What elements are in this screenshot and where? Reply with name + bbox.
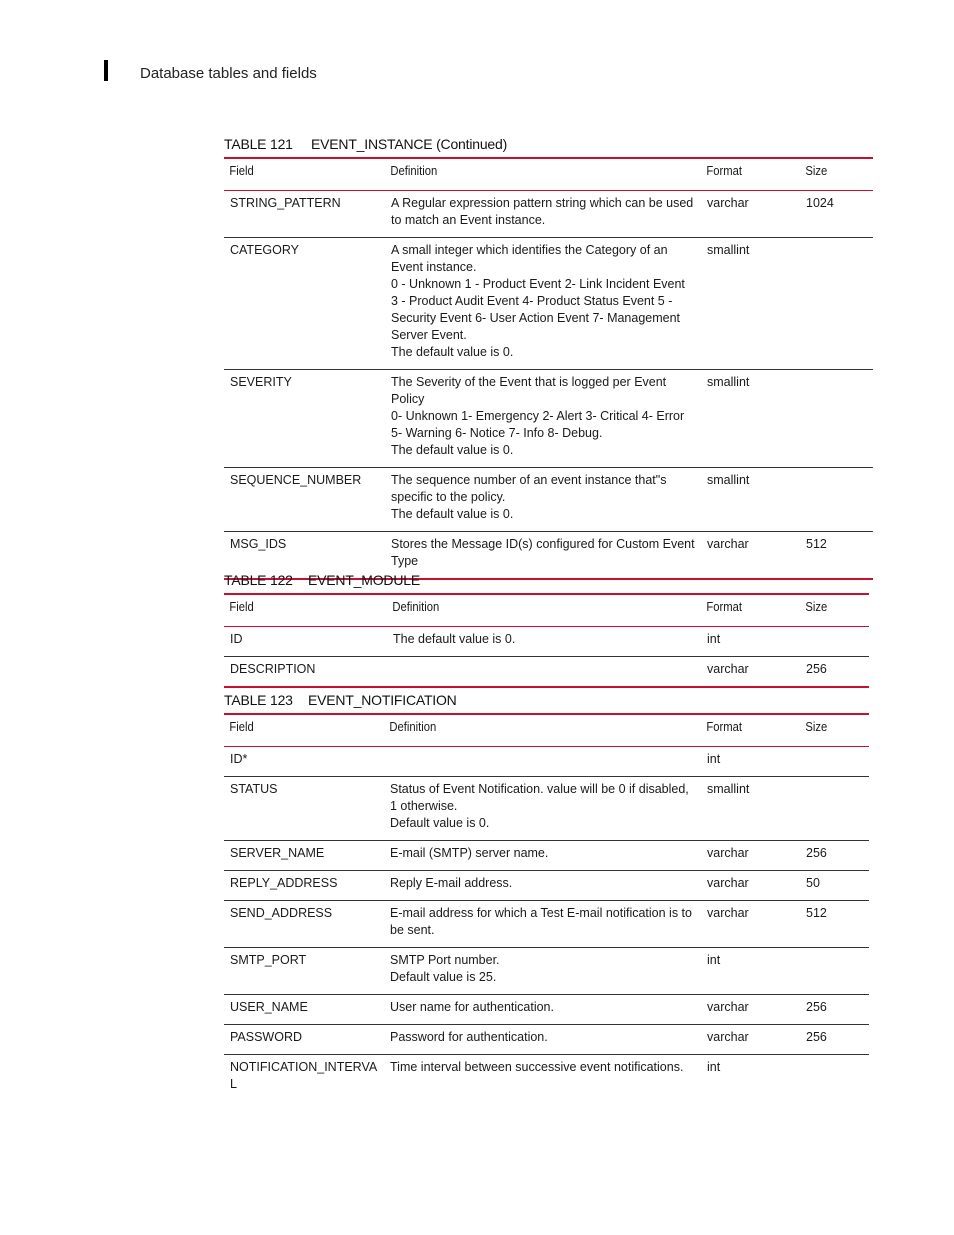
format-cell: smallint xyxy=(707,243,750,257)
format-cell: int xyxy=(707,752,721,766)
definition-line: 0 - Unknown 1 - Product Event 2- Link Incident Event 3 - Product Audit Event 4- Product Status Event 5 - Security Event 6- User Action Event 7- Management Server Event. xyxy=(391,277,685,342)
column-header-definition: Definition xyxy=(392,600,440,614)
definition-cell xyxy=(384,841,701,871)
table-number: TABLE 123 xyxy=(224,692,293,708)
format-cell: varchar xyxy=(707,1030,749,1044)
size-cell: 512 xyxy=(806,537,827,551)
size-cell: 256 xyxy=(806,662,827,676)
definition-cell xyxy=(385,468,701,532)
table-number: TABLE 121 xyxy=(224,136,293,152)
format-cell: varchar xyxy=(707,906,749,920)
size-cell xyxy=(800,948,869,995)
size-cell: 256 xyxy=(806,1030,827,1044)
column-header-definition: Definition xyxy=(389,720,437,734)
definition-cell xyxy=(385,191,701,238)
table-header-row xyxy=(224,594,869,627)
table-row xyxy=(224,995,869,1025)
format-cell: smallint xyxy=(707,782,750,796)
table-122 xyxy=(224,593,869,688)
format-cell: varchar xyxy=(707,1000,749,1014)
definition-cell xyxy=(384,995,701,1025)
format-cell: smallint xyxy=(707,375,750,389)
section-title: Database tables and fields xyxy=(140,65,317,82)
table-row xyxy=(224,627,869,657)
size-cell: 256 xyxy=(806,1000,827,1014)
size-cell xyxy=(800,370,873,468)
definition-line: Reply E-mail address. xyxy=(390,876,513,890)
definition-line: Default value is 25. xyxy=(390,970,497,984)
size-cell xyxy=(800,468,873,532)
definition-line: Status of Event Notification. value will be 0 if disabled, 1 otherwise. xyxy=(390,782,689,813)
definition-line: A Regular expression pattern string which can be used to match an Event instance. xyxy=(391,196,694,227)
table-122-caption xyxy=(224,572,420,588)
format-cell: varchar xyxy=(707,196,749,210)
field-cell: ID* xyxy=(230,752,248,766)
size-cell: 512 xyxy=(806,906,827,920)
field-cell: DESCRIPTION xyxy=(230,662,316,676)
size-cell xyxy=(800,1055,869,1102)
definition-line: SMTP Port number. xyxy=(390,953,500,967)
field-cell: STATUS xyxy=(230,782,278,796)
definition-line: The default value is 0. xyxy=(391,507,514,521)
table-123-caption xyxy=(224,692,457,708)
definition-line: The default value is 0. xyxy=(391,345,514,359)
definition-cell xyxy=(385,370,701,468)
table-name: EVENT_INSTANCE (Continued) xyxy=(311,136,508,152)
table-row xyxy=(224,1055,869,1102)
field-cell: SMTP_PORT xyxy=(230,953,307,967)
format-cell: varchar xyxy=(707,537,749,551)
table-121-caption xyxy=(224,136,507,152)
field-cell: MSG_IDS xyxy=(230,537,287,551)
definition-line: The sequence number of an event instance that"s specific to the policy. xyxy=(391,473,667,504)
size-cell xyxy=(800,777,869,841)
size-cell: 1024 xyxy=(806,196,834,210)
table-row xyxy=(224,370,873,468)
table-row xyxy=(224,841,869,871)
format-cell: varchar xyxy=(707,846,749,860)
column-header-field: Field xyxy=(229,720,254,734)
size-cell: 50 xyxy=(806,876,820,890)
format-cell: int xyxy=(707,953,721,967)
margin-bar xyxy=(104,60,108,81)
table-121 xyxy=(224,157,873,580)
field-cell: CATEGORY xyxy=(230,243,299,257)
definition-line: Default value is 0. xyxy=(390,816,490,830)
definition-cell xyxy=(384,1025,701,1055)
definition-cell xyxy=(385,238,701,370)
field-cell: REPLY_ADDRESS xyxy=(230,876,338,890)
table-123 xyxy=(224,713,869,1101)
format-cell: varchar xyxy=(707,876,749,890)
definition-cell xyxy=(384,901,701,948)
format-cell: int xyxy=(707,632,721,646)
column-header-field: Field xyxy=(229,600,254,614)
table-row xyxy=(224,948,869,995)
column-header-size: Size xyxy=(805,720,828,734)
field-cell: USER_NAME xyxy=(230,1000,308,1014)
definition-line: Stores the Message ID(s) configured for Custom Event Type xyxy=(391,537,695,568)
definition-cell xyxy=(385,532,701,580)
table-row xyxy=(224,468,873,532)
definition-cell xyxy=(384,777,701,841)
size-cell: 256 xyxy=(806,846,827,860)
field-cell: SEND_ADDRESS xyxy=(230,906,333,920)
format-cell: smallint xyxy=(707,473,750,487)
table-row xyxy=(224,1025,869,1055)
table-row xyxy=(224,901,869,948)
column-header-size: Size xyxy=(805,600,828,614)
definition-cell xyxy=(387,657,701,688)
table-row xyxy=(224,871,869,901)
field-cell: SEQUENCE_NUMBER xyxy=(230,473,362,487)
column-header-format: Format xyxy=(706,600,743,614)
definition-cell xyxy=(384,1055,701,1102)
table-row xyxy=(224,191,873,238)
definition-line: E-mail (SMTP) server name. xyxy=(390,846,549,860)
size-cell xyxy=(800,747,869,777)
table-row xyxy=(224,747,869,777)
definition-cell xyxy=(387,627,701,657)
format-cell: varchar xyxy=(707,662,749,676)
field-cell: PASSWORD xyxy=(230,1030,302,1044)
definition-line: User name for authentication. xyxy=(390,1000,554,1014)
table-header-row xyxy=(224,714,869,747)
table-header-row xyxy=(224,158,873,191)
column-header-size: Size xyxy=(805,164,828,178)
table-row xyxy=(224,777,869,841)
format-cell: int xyxy=(707,1060,721,1074)
table-row xyxy=(224,238,873,370)
definition-line: Time interval between successive event notifications. xyxy=(390,1060,684,1074)
table-name: EVENT_NOTIFICATION xyxy=(308,692,457,708)
field-cell: SEVERITY xyxy=(230,375,292,389)
definition-cell xyxy=(384,871,701,901)
column-header-format: Format xyxy=(706,720,743,734)
table-number: TABLE 122 xyxy=(224,572,293,588)
definition-line: Password for authentication. xyxy=(390,1030,548,1044)
table-name: EVENT_MODULE xyxy=(308,572,420,588)
definition-line: The Severity of the Event that is logged per Event Policy xyxy=(391,375,667,406)
definition-line: E-mail address for which a Test E-mail notification is to be sent. xyxy=(390,906,692,937)
definition-line: The default value is 0. xyxy=(391,443,514,457)
column-header-format: Format xyxy=(706,164,743,178)
field-cell: ID xyxy=(230,632,243,646)
field-cell: NOTIFICATION_INTERVAL xyxy=(230,1060,378,1091)
definition-line: The default value is 0. xyxy=(393,632,516,646)
field-cell: SERVER_NAME xyxy=(230,846,325,860)
field-cell: STRING_PATTERN xyxy=(230,196,341,210)
table-row xyxy=(224,657,869,688)
definition-cell xyxy=(384,747,701,777)
column-header-definition: Definition xyxy=(390,164,438,178)
definition-cell xyxy=(384,948,701,995)
definition-line: A small integer which identifies the Category of an Event instance. xyxy=(391,243,668,274)
size-cell xyxy=(800,238,873,370)
size-cell xyxy=(800,627,869,657)
definition-line: 0- Unknown 1- Emergency 2- Alert 3- Critical 4- Error 5- Warning 6- Notice 7- Info 8- Debug. xyxy=(391,409,685,440)
column-header-field: Field xyxy=(229,164,254,178)
